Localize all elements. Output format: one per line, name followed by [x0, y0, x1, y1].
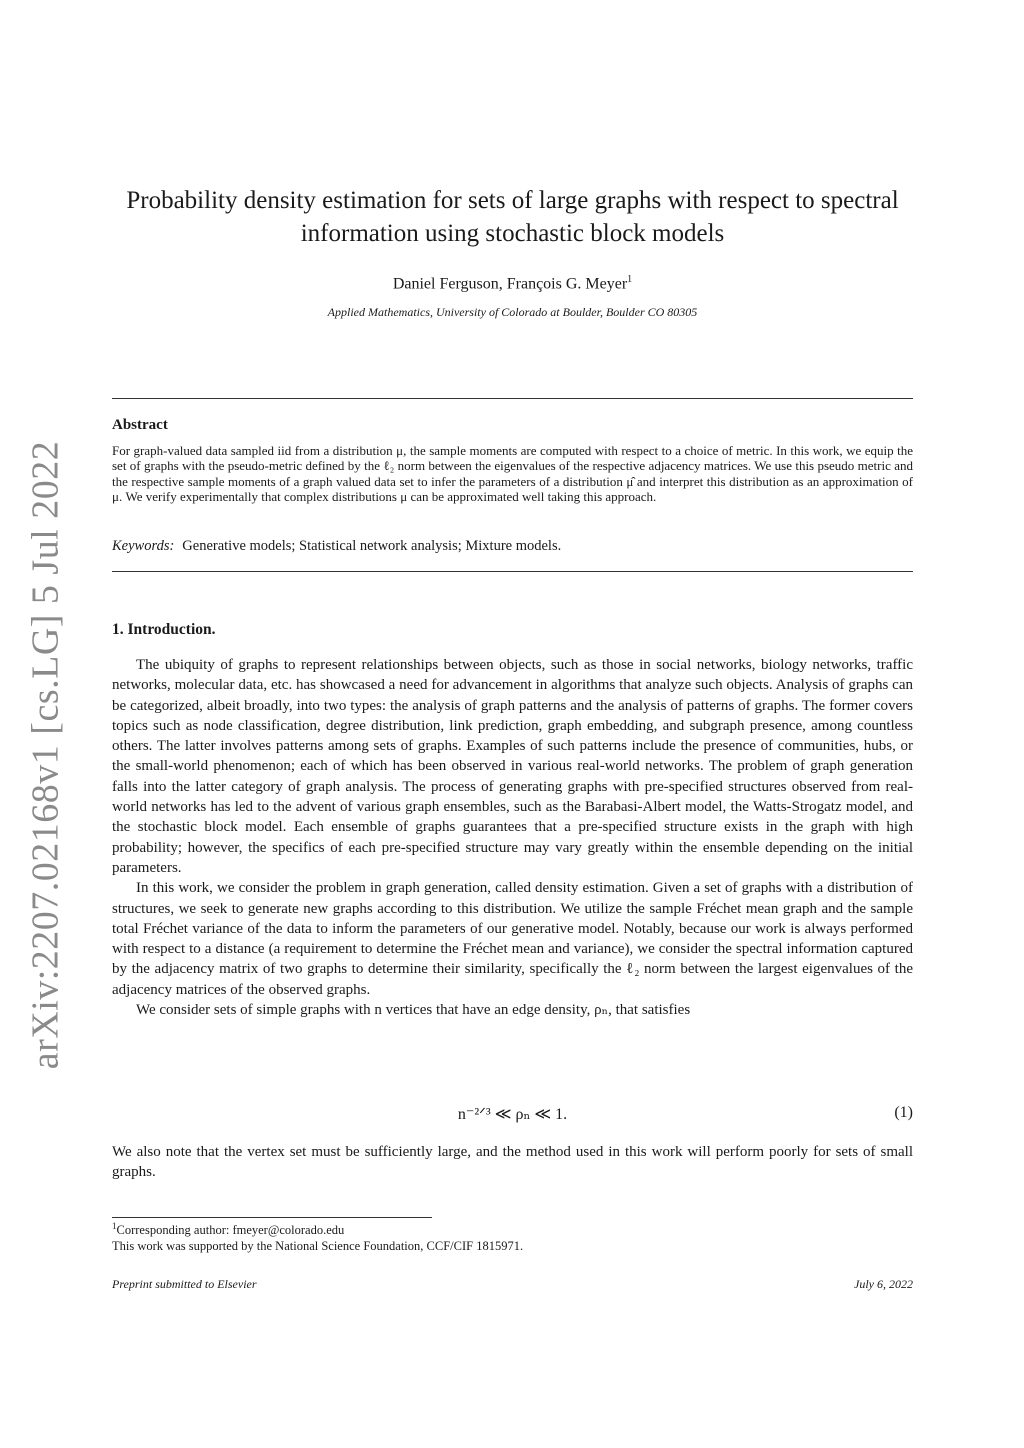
preprint-note: Preprint submitted to Elsevier [112, 1277, 257, 1291]
footnote-rule [112, 1217, 432, 1218]
paragraph-3: We consider sets of simple graphs with n vertices that have an edge density, ρₙ, that satisfies [136, 1002, 691, 1019]
abstract-top-rule [112, 398, 913, 399]
abstract-heading: Abstract [112, 417, 168, 433]
intro-body [112, 655, 913, 1020]
footnote-mark: 1 [112, 1221, 117, 1231]
abstract-bottom-rule [112, 571, 913, 572]
footnote-corresponding [112, 1221, 913, 1238]
author-footnote-mark: 1 [627, 274, 633, 285]
paragraph-1: The ubiquity of graphs to represent relationships between objects, such as those in social networks, biology networks, traffic networks, molecular data, etc. has showcased a need for advancement in algorithms that analyze such objects. Analysis of graphs can be categorized, albeit broadly, into two types: the analysis of graph patterns and the analysis of patterns of graphs. The former covers topics such as node classification, degree distribution, link prediction, graph embedding, and subgraph presence, among countless others. The latter involves patterns among sets of graphs. Examples of such patterns include the presence of communities, hubs, or the small-world phenomenon; each of which has been observed in various real-world networks. The problem of graph generation falls into the latter category of graph analysis. The process of generating graphs with pre-specified structures observed from real-world networks has led to the advent of various graph ensembles, such as the Barabasi-Albert model, the Watts-Strogatz model, and the stochastic block model. Each ensemble of graphs guarantees that a pre-specified structure exists in the graph with high probability; however, the specifics of each pre-specified structure may vary greatly within the ensemble depending on the initial parameters. [112, 657, 913, 876]
post-equation-text [112, 1142, 913, 1183]
keywords [112, 538, 913, 555]
arxiv-identifier [15, 440, 75, 1070]
abstract-text: For graph-valued data sampled iid from a distribution μ, the sample moments are computed with respect to a choice of metric. In this work, we equip the set of graphs with the pseudo-metric defined by the ℓ₂ norm between the eigenvalues of the respective adjacency matrices. We use this pseudo metric and the respective sample moments of a graph valued data set to infer the parameters of a distribution μ̂ and interpret this distribution as an approximation of μ. We verify experimentally that complex distributions μ can be approximated well taking this approach. [112, 443, 913, 505]
arxiv-id-text: arXiv:2207.02168v1 [cs.LG] 5 Jul 2022 [24, 440, 67, 1070]
keywords-text: Generative models; Statistical network analysis; Mixture models. [182, 538, 562, 554]
paragraph-2: In this work, we consider the problem in graph generation, called density estimation. Given a set of graphs with a distribution of structures, we seek to generate new graphs according to this distribution. We utilize the sample Fréchet mean graph and the sample total Fréchet variance of the data to inform the parameters of our generative model. Notably, because our work is always performed with respect to a distance (a requirement to determine the Fréchet mean and variance), we consider the spectral information captured by the adjacency matrix of two graphs to determine their similarity, specifically the ℓ₂ norm between the largest eigenvalues of the adjacency matrices of the observed graphs. [112, 880, 913, 998]
equation-1 [112, 1104, 913, 1128]
footnote-support: This work was supported by the National Science Foundation, CCF/CIF 1815971. [112, 1239, 524, 1253]
equation-body: n⁻²ᐟ³ ≪ ρₙ ≪ 1. [457, 1106, 568, 1123]
affiliation: Applied Mathematics, University of Colorado at Boulder, Boulder CO 80305 [327, 305, 698, 319]
keywords-label: Keywords: [112, 538, 175, 554]
author-names: Daniel Ferguson, François G. Meyer [392, 275, 628, 293]
preprint-date: July 6, 2022 [854, 1277, 913, 1291]
section-heading: 1. Introduction. [112, 621, 216, 638]
equation-number: (1) [894, 1104, 913, 1121]
author-list [112, 274, 913, 293]
paragraph-4: We also note that the vertex set must be sufficiently large, and the method used in this work will perform poorly for sets of small graphs. [112, 1144, 913, 1181]
paper-title: Probability density estimation for sets of large graphs with respect to spectral information using stochastic block models [126, 187, 899, 247]
footnote-corresponding-text: Corresponding author: fmeyer@colorado.edu [116, 1223, 345, 1238]
